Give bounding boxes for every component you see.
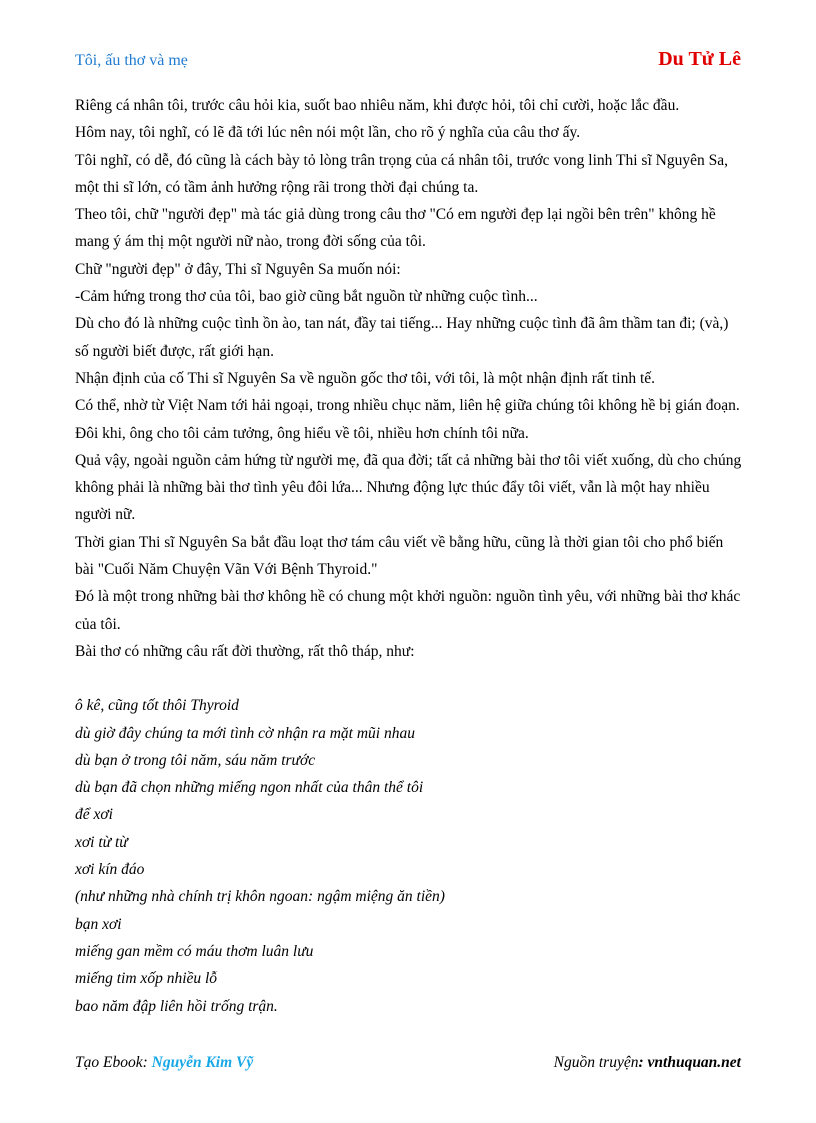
author-name: Du Tử Lê [658,48,741,70]
poem-line: bạn xơi [75,915,122,933]
paragraph: Đó là một trong những bài thơ không hề có chung một khởi nguồn: nguồn tình yêu, với những bài thơ khác của tôi. [75,588,741,633]
poem-line: xơi kín đáo [75,861,145,879]
paragraph: Riêng cá nhân tôi, trước câu hỏi kia, suốt bao nhiêu năm, khi được hỏi, tôi chỉ cười, hoặc lắc đầu. [75,97,680,114]
poem-line: xơi từ từ [75,833,128,851]
source-credit [554,1054,741,1072]
stanza-gap [75,665,745,692]
paragraph: Quả vậy, ngoài nguồn cảm hứng từ người mẹ, đã qua đời; tất cả những bài thơ tôi viết xuống, dù cho chúng không phải là những bài thơ tình yêu đôi lứa... Nhưng động lực thúc đẩy tôi viết, vẫn là một hay nhiều người nữ. [75,451,742,524]
poem-excerpt [75,692,745,1020]
poem-line: dù giờ đây chúng ta mới tình cờ nhận ra mặt mũi nhau [75,724,415,742]
source-label: Nguồn truyện [553,1054,639,1071]
poem-line: miếng tim xốp nhiều lỗ [75,970,218,988]
page-header [75,48,741,74]
poem-line: miếng gan mềm có máu thơm luân lưu [75,942,314,960]
paragraph: Dù cho đó là những cuộc tình ồn ào, tan nát, đầy tai tiếng... Hay những cuộc tình đã âm thầm tan đi; (và,) số người biết được, rất giới hạn. [75,315,729,360]
paragraph: Bài thơ có những câu rất đời thường, rất thô tháp, như: [75,642,415,660]
paragraph: -Cảm hứng trong thơ của tôi, bao giờ cũng bắt nguồn từ những cuộc tình... [75,288,538,306]
page-footer [75,1054,741,1076]
ebook-credit [75,1054,253,1072]
poem-line: để xơi [75,806,113,824]
source-separator: : [638,1054,648,1071]
paragraph: Thời gian Thi sĩ Nguyên Sa bắt đầu loạt thơ tám câu viết về bằng hữu, cũng là thời gian tôi cho phổ biến bài "Cuối Năm Chuyện Vãn Với Bệnh Thyroid." [75,533,724,579]
book-title: Tôi, ấu thơ và mẹ [75,52,188,69]
paragraph: Có thể, nhờ từ Việt Nam tới hải ngoại, trong nhiều chục năm, liên hệ giữa chúng tôi không hề bị gián đoạn. Đôi khi, ông cho tôi cảm tưởng, ông hiểu về tôi, nhiều hơn chính tôi nữa. [75,397,740,442]
poem-line: (như những nhà chính trị khôn ngoan: ngậm miệng ăn tiền) [75,888,445,906]
paragraph: Chữ "người đẹp" ở đây, Thi sĩ Nguyên Sa muốn nói: [75,260,401,278]
poem-line: dù bạn đã chọn những miếng ngon nhất của thân thể tôi [75,779,424,797]
poem-line: bao năm đập liên hồi trống trận. [75,997,278,1015]
ebook-separator: : [142,1054,152,1071]
ebook-creator-name: Nguyễn Kim Vỹ [151,1054,254,1071]
paragraph: Hôm nay, tôi nghĩ, có lẽ đã tới lúc nên nói một lần, cho rõ ý nghĩa của câu thơ ấy. [75,124,581,142]
source-site-link[interactable]: vnthuquan.net [647,1054,741,1071]
paragraph: Nhận định của cố Thi sĩ Nguyên Sa về nguồn gốc thơ tôi, với tôi, là một nhận định rất tinh tế. [75,369,656,387]
paragraph: Tôi nghĩ, có dễ, đó cũng là cách bày tỏ lòng trân trọng của cá nhân tôi, trước vong linh Thi sĩ Nguyên Sa, một thi sĩ lớn, có tầm ảnh hưởng rộng rãi trong thời đại chúng ta. [75,151,728,196]
page-body [75,92,745,1020]
poem-line: ô kê, cũng tốt thôi Thyroid [75,697,239,715]
ebook-label: Tạo Ebook [75,1054,143,1071]
paragraph: Theo tôi, chữ "người đẹp" mà tác giả dùng trong câu thơ "Có em người đẹp lại ngồi bên trên" không hề mang ý ám thị một người nữ nào, trong đời sống của tôi. [75,206,716,251]
poem-line: dù bạn ở trong tôi năm, sáu năm trước [75,751,316,769]
